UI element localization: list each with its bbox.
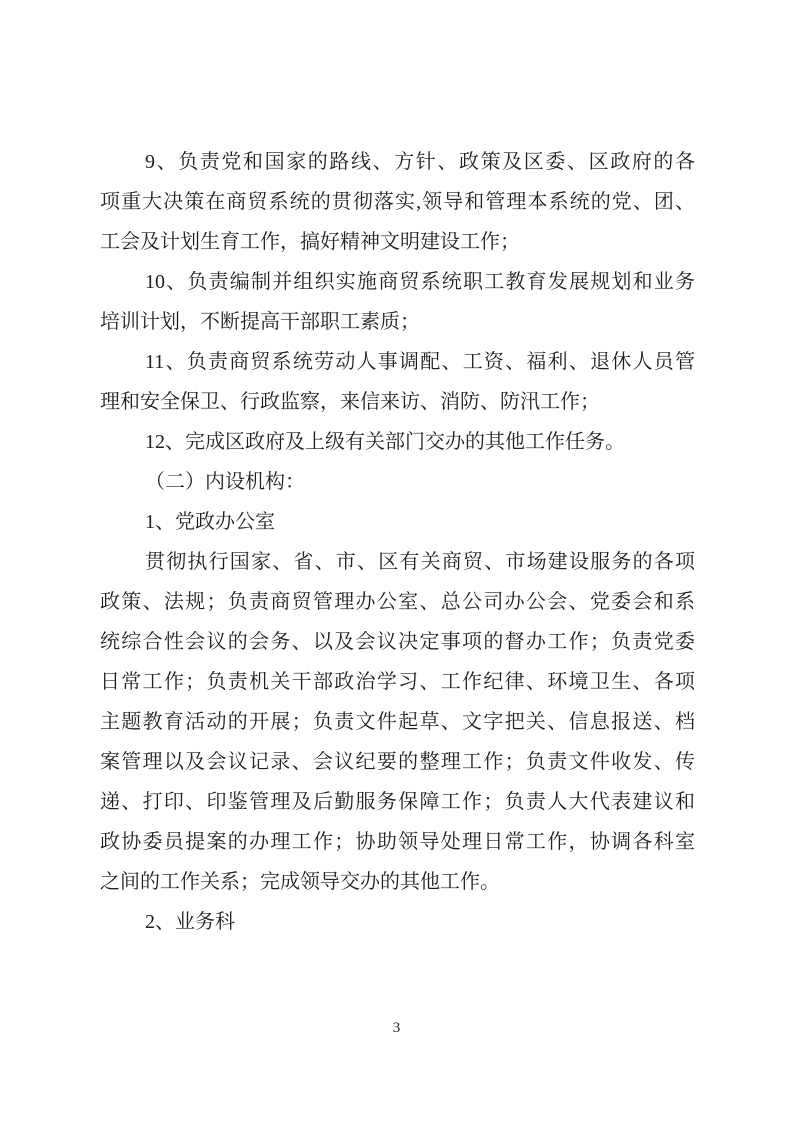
page-number: 3 — [392, 1020, 401, 1036]
text-line: 主题教育活动的开展；负责文件起草、文字把关、信息报送、档 — [100, 711, 695, 733]
text-line: 培训计划，不断提高干部职工素质； — [100, 311, 420, 333]
document-body — [100, 142, 695, 942]
text-line: 日常工作；负责机关干部政治学习、工作纪律、环境卫生、各项 — [100, 671, 695, 693]
paragraph-item-11 — [100, 342, 695, 422]
text-line: 政协委员提案的办理工作；协助领导处理日常工作，协调各科室 — [100, 831, 695, 853]
paragraph-item-12 — [100, 422, 695, 462]
text-line: 1、党政办公室 — [145, 511, 275, 533]
text-line: 之间的工作关系；完成领导交办的其他工作。 — [100, 871, 500, 893]
text-line: 案管理以及会议记录、会议纪要的整理工作；负责文件收发、传 — [100, 751, 695, 773]
text-line: 10、负责编制并组织实施商贸系统职工教育发展规划和业务 — [145, 271, 695, 293]
text-line: （二）内设机构： — [145, 471, 305, 493]
paragraph-item-9 — [100, 142, 695, 262]
text-line: 2、业务科 — [145, 911, 235, 933]
text-line: 理和安全保卫、行政监察，来信来访、消防、防汛工作； — [100, 391, 600, 413]
text-line: 政策、法规；负责商贸管理办公室、总公司办公会、党委会和系 — [100, 591, 695, 613]
text-line: 递、打印、印鉴管理及后勤服务保障工作；负责人大代表建议和 — [100, 791, 695, 813]
text-line: 贯彻执行国家、省、市、区有关商贸、市场建设服务的各项 — [145, 551, 695, 573]
paragraph-item-10 — [100, 262, 695, 342]
text-line: 9、负责党和国家的路线、方针、政策及区委、区政府的各 — [145, 151, 695, 173]
section-heading-internal-orgs — [100, 462, 695, 502]
subsection-heading-party-office — [100, 502, 695, 542]
text-line: 项重大决策在商贸系统的贯彻落实,领导和管理本系统的党、团、 — [100, 191, 695, 213]
text-line: 11、负责商贸系统劳动人事调配、工资、福利、退休人员管 — [145, 351, 695, 373]
text-line: 12、完成区政府及上级有关部门交办的其他工作任务。 — [145, 431, 625, 453]
text-line: 工会及计划生育工作，搞好精神文明建设工作； — [100, 231, 520, 253]
subsection-heading-business-section — [100, 902, 695, 942]
paragraph-party-office-duties — [100, 542, 695, 902]
text-line: 统综合性会议的会务、以及会议决定事项的督办工作；负责党委 — [100, 631, 695, 653]
